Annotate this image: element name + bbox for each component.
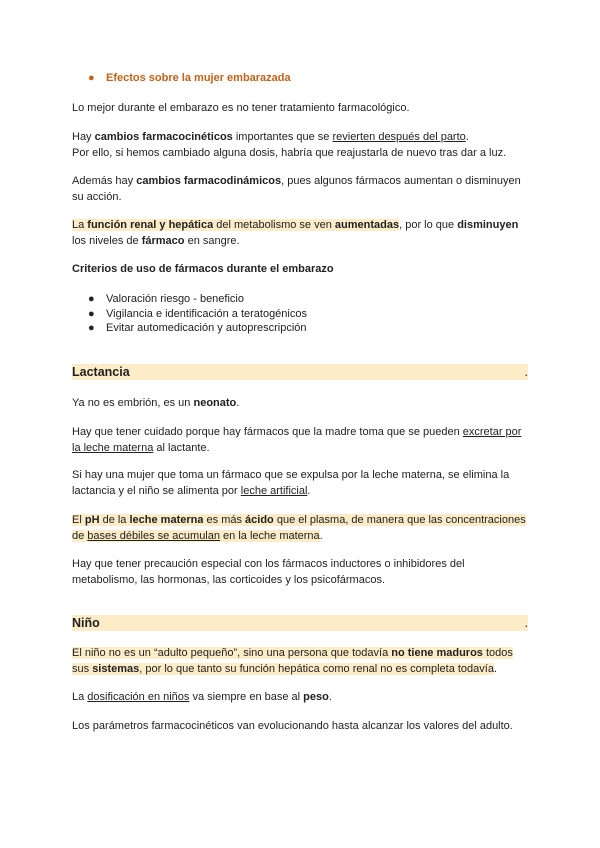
- bullet-icon: ●: [88, 293, 95, 305]
- highlighted-text: El: [72, 514, 85, 526]
- highlighted-text: del metabolismo se ven: [213, 219, 335, 231]
- criteria-heading: [72, 261, 528, 277]
- paragraph: [72, 395, 528, 411]
- highlighted-text: que el plasma, de manera que las concentraciones de: [72, 514, 526, 542]
- paragraph: [72, 645, 528, 677]
- section-heading-lactancia: [72, 364, 528, 380]
- paragraph: [72, 173, 528, 205]
- highlighted-text: en la leche materna: [220, 530, 320, 542]
- text: .: [465, 131, 469, 143]
- text: .: [319, 530, 323, 542]
- bold-text: cambios farmacodinámicos: [136, 175, 282, 187]
- list-item: [88, 307, 307, 322]
- list-item: [88, 292, 244, 307]
- list-item-text: Vigilancia e identificación a teratogénicos: [106, 307, 307, 320]
- paragraph: [72, 689, 528, 705]
- bold-text: disminuyen: [457, 219, 519, 231]
- text: Además hay: [72, 175, 137, 187]
- text: .: [493, 663, 498, 675]
- text: va siempre en base al: [189, 691, 304, 703]
- text: Lo mejor durante el embarazo es no tener tratamiento farmacológico.: [72, 102, 410, 114]
- highlighted-underlined-text: bases débiles se acumulan: [87, 530, 220, 542]
- paragraph: [72, 467, 528, 499]
- heading-end: .: [524, 616, 528, 630]
- highlighted-text: El niño no es un “adulto pequeño”, sino una persona que todavía: [72, 647, 392, 659]
- highlighted-bold-text: aumentadas: [334, 219, 400, 231]
- bold-text: neonato: [193, 397, 237, 409]
- heading-text: Niño: [72, 616, 100, 630]
- text: , pues algunos fármacos aumentan o disminuyen su acción.: [72, 175, 521, 203]
- text: Hay: [72, 131, 95, 143]
- text: Ya no es embrión, es un: [72, 397, 194, 409]
- paragraph: [72, 129, 528, 161]
- list-item-text: Evitar automedicación y autoprescripción: [106, 322, 307, 334]
- paragraph: [72, 100, 528, 116]
- text: Por ello, si hemos cambiado alguna dosis, habría que reajustarla de nuevo tras dar a luz.: [72, 147, 507, 159]
- bullet-icon: ●: [88, 72, 95, 84]
- text: al lactante.: [153, 442, 210, 454]
- highlighted-bold-text: leche materna: [129, 514, 204, 526]
- underlined-text: dosificación en niños: [87, 691, 190, 703]
- paragraph: [72, 512, 528, 544]
- bullet-icon: ●: [88, 322, 95, 334]
- highlighted-bold-text: sistemas: [92, 663, 140, 675]
- text: Hay que tener cuidado porque hay fármacos que la madre toma que se pueden: [72, 426, 463, 438]
- highlighted-bold-text: pH: [84, 514, 100, 526]
- highlighted-text: todos sus: [72, 647, 513, 675]
- bold-text: fármaco: [141, 235, 185, 247]
- text: Criterios de uso de fármacos durante el embarazo: [72, 263, 334, 275]
- text: .: [307, 485, 311, 497]
- text: Si hay una mujer que toma un fármaco que se expulsa por la leche materna, se elimina la lactancia y el niño se alimenta por: [72, 469, 510, 497]
- underlined-text: excretar por la leche materna: [72, 426, 522, 454]
- section-heading-nino: [72, 615, 528, 631]
- paragraph: [72, 718, 528, 734]
- section-heading-embarazada: [88, 71, 291, 86]
- highlighted-bold-text: función renal y hepática: [87, 219, 214, 231]
- text: los niveles de: [72, 235, 142, 247]
- text: .: [328, 691, 332, 703]
- text: importantes que se: [232, 131, 333, 143]
- underlined-text: leche artificial: [240, 485, 308, 497]
- heading-end: .: [524, 365, 528, 379]
- heading-text: Lactancia: [72, 365, 130, 379]
- highlighted-bold-text: no tiene maduros: [391, 647, 483, 659]
- bold-text: peso: [303, 691, 329, 703]
- highlighted-bold-text: ácido: [245, 514, 274, 526]
- highlighted-text: de la: [99, 514, 130, 526]
- text: en sangre.: [184, 235, 240, 247]
- underlined-text: revierten después del parto: [332, 131, 466, 143]
- heading-text: Efectos sobre la mujer embarazada: [106, 72, 291, 84]
- text: La: [72, 691, 88, 703]
- text: Hay que tener precaución especial con los fármacos inductores o inhibidores del metabolismo, las hormonas, las corticoides y los psicofármacos.: [72, 558, 465, 586]
- paragraph: [72, 424, 528, 456]
- list-item-text: Valoración riesgo - beneficio: [106, 293, 244, 305]
- paragraph: [72, 556, 528, 588]
- list-item: [88, 321, 307, 336]
- text: , por lo que: [399, 219, 458, 231]
- bold-text: cambios farmacocinéticos: [94, 131, 233, 143]
- highlighted-text: , por lo que tanto su función hepática como renal no es completa todavía: [139, 663, 494, 675]
- highlighted-text: es más: [203, 514, 246, 526]
- highlighted-text: La: [72, 219, 88, 231]
- bullet-icon: ●: [88, 307, 95, 320]
- paragraph: [72, 217, 528, 249]
- text: .: [236, 397, 240, 409]
- text: Los parámetros farmacocinéticos van evolucionando hasta alcanzar los valores del adulto.: [72, 720, 513, 732]
